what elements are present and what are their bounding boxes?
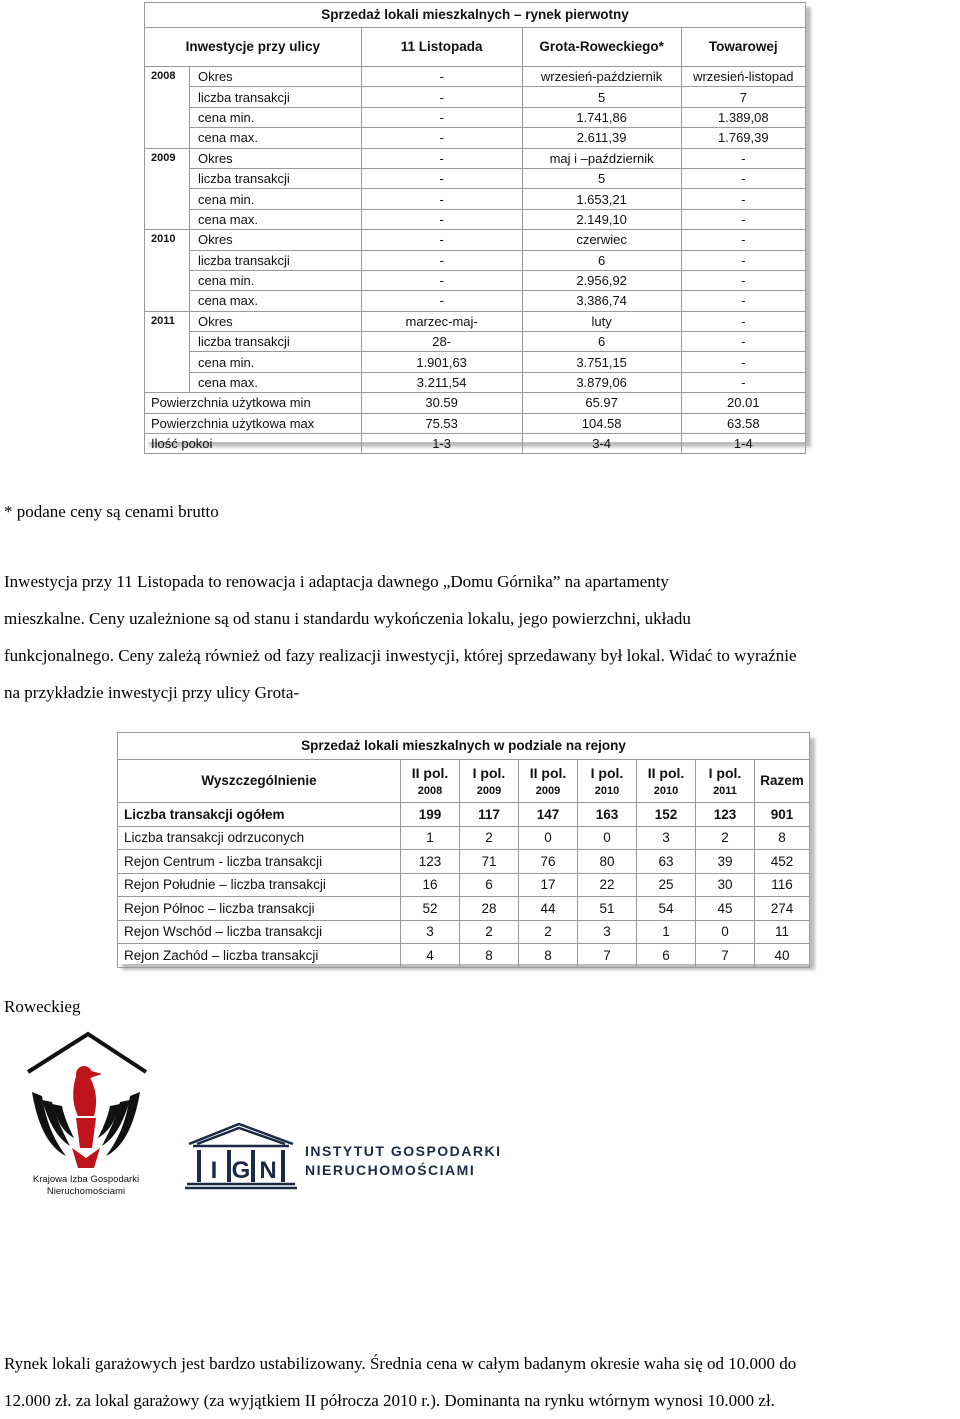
table-cell: 7 [578, 944, 637, 968]
header-row [118, 760, 810, 803]
table-cell: - [681, 332, 805, 352]
table-row [145, 434, 806, 454]
table-cell: maj i –październik [522, 148, 681, 168]
table-title: Sprzedaż lokali mieszkalnych – rynek pierwotny [145, 3, 806, 28]
table-cell: 6 [522, 250, 681, 270]
year-label: 2010 [594, 784, 620, 797]
footnote: * podane ceny są cenami brutto [4, 502, 219, 521]
table-cell: 1.389,08 [681, 107, 805, 127]
table-cell: 6 [637, 944, 696, 968]
table-cell: 7 [681, 87, 805, 107]
ign-letter: I [210, 1157, 218, 1184]
table-cell: 30 [696, 873, 755, 897]
column-header: Inwestycje przy ulicy [145, 28, 362, 67]
table-cell: 52 [401, 897, 460, 921]
period-label: I pol. [472, 764, 506, 781]
row-label: cena min. [190, 189, 362, 209]
roof-icon [28, 1034, 146, 1072]
row-label: Rejon Centrum - liczba transakcji [118, 850, 401, 874]
table-cell: 75.53 [361, 413, 522, 433]
table-cell: 2 [460, 826, 519, 850]
table-cell: 0 [519, 826, 578, 850]
table-row [145, 209, 806, 229]
table-row [145, 332, 806, 352]
paragraph-line: Inwestycja przy 11 Listopada to renowacja i adaptacja dawnego „Domu Górnika” na apartamenty [4, 572, 669, 591]
table-cell: 104.58 [522, 413, 681, 433]
year-cell: 2010 [145, 230, 190, 312]
paragraph-line: Rynek lokali garażowych jest bardzo ustabilizowany. Średnia cena w całym badanym okresie waha się od 10.000 do [4, 1354, 797, 1373]
row-label: cena max. [190, 209, 362, 229]
table-row [145, 250, 806, 270]
table-cell: 65.97 [522, 393, 681, 413]
table-row [145, 311, 806, 331]
table-title: Sprzedaż lokali mieszkalnych w podziale na rejony [118, 733, 810, 760]
table-cell: 80 [578, 850, 637, 874]
kign-caption-1: Krajowa Izba Gospodarki [32, 1174, 140, 1185]
table-row [145, 87, 806, 107]
table-cell: 0 [696, 920, 755, 944]
table-cell: 40 [755, 944, 810, 968]
table-cell: 63 [637, 850, 696, 874]
year-cell: 2009 [145, 148, 190, 230]
table-cell: 117 [460, 803, 519, 827]
year-label: 2009 [535, 784, 561, 797]
table-cell: - [361, 209, 522, 229]
table-cell: - [681, 209, 805, 229]
table-cell: 1.741,86 [522, 107, 681, 127]
table-cell: 1.769,39 [681, 128, 805, 148]
table-row [118, 897, 810, 921]
table-cell: 3.751,15 [522, 352, 681, 372]
table-cell: czerwiec [522, 230, 681, 250]
table-cell: 0 [578, 826, 637, 850]
table-row [118, 803, 810, 827]
row-label: Okres [190, 230, 362, 250]
table-row [145, 230, 806, 250]
ign-letter: N [259, 1157, 277, 1184]
row-label: Rejon Zachód – liczba transakcji [118, 944, 401, 968]
table-cell: 2.956,92 [522, 270, 681, 290]
table-cell: - [361, 291, 522, 311]
column-header [696, 760, 755, 803]
table-cell: 5 [522, 168, 681, 188]
table-cell: 147 [519, 803, 578, 827]
table-cell: - [361, 230, 522, 250]
table-row [118, 920, 810, 944]
period-label: I pol. [590, 764, 624, 781]
table-cell: 45 [696, 897, 755, 921]
table-cell: - [361, 67, 522, 87]
table-row [145, 413, 806, 433]
table-cell: 2 [696, 826, 755, 850]
table-cell: - [681, 352, 805, 372]
table-cell: - [681, 250, 805, 270]
table-cell: 16 [401, 873, 460, 897]
column-header [519, 760, 578, 803]
row-label: liczba transakcji [190, 87, 362, 107]
table-cell: 1 [637, 920, 696, 944]
table-cell: - [681, 230, 805, 250]
table-cell: - [361, 250, 522, 270]
ign-caption-1: INSTYTUT GOSPODARKI [305, 1143, 502, 1159]
year-cell: 2011 [145, 311, 190, 393]
row-label: Powierzchnia użytkowa max [145, 413, 362, 433]
table-cell: 3-4 [522, 434, 681, 454]
table-cell: - [681, 189, 805, 209]
table-cell: 123 [401, 850, 460, 874]
table-cell: 4 [401, 944, 460, 968]
table-cell: - [361, 270, 522, 290]
table-cell: 20.01 [681, 393, 805, 413]
column-header: Razem [755, 760, 810, 803]
paragraph-line: Roweckieg [4, 997, 81, 1016]
table-cell: 199 [401, 803, 460, 827]
table-cell: luty [522, 311, 681, 331]
table-cell: - [681, 372, 805, 392]
table-cell: 1-4 [681, 434, 805, 454]
row-label: cena max. [190, 128, 362, 148]
primary-market-table-grid [144, 2, 806, 454]
period-label: II pol. [529, 764, 567, 781]
table-cell: 39 [696, 850, 755, 874]
table-row [145, 270, 806, 290]
row-label: Rejon Południe – liczba transakcji [118, 873, 401, 897]
table-cell: 8 [519, 944, 578, 968]
table-cell: - [361, 87, 522, 107]
table-cell: - [361, 168, 522, 188]
table-cell: 1.901,63 [361, 352, 522, 372]
table-cell: 2.149,10 [522, 209, 681, 229]
table-cell: 30.59 [361, 393, 522, 413]
ign-logo [183, 1120, 503, 1192]
paragraph-line: 12.000 zł. za lokal garażowy (za wyjątkiem II półrocza 2010 r.). Dominanta na rynku wtórnym wynosi 10.000 zł. [4, 1391, 775, 1410]
year-label: 2011 [713, 784, 737, 797]
table-cell: - [361, 107, 522, 127]
table-cell: 8 [460, 944, 519, 968]
table-cell: 3 [578, 920, 637, 944]
period-label: I pol. [708, 764, 742, 781]
table-cell: - [361, 128, 522, 148]
eagle-body-icon [72, 1066, 102, 1168]
column-header: Towarowej [681, 28, 805, 67]
table-cell: 28 [460, 897, 519, 921]
column-header [460, 760, 519, 803]
table-cell: - [361, 189, 522, 209]
table-cell: 17 [519, 873, 578, 897]
table-row [118, 873, 810, 897]
table-row [145, 168, 806, 188]
year-label: 2009 [476, 784, 502, 797]
regional-sales-table-grid [117, 732, 810, 968]
table-cell: 76 [519, 850, 578, 874]
primary-market-table [144, 2, 806, 452]
row-label: liczba transakcji [190, 332, 362, 352]
column-header: Wyszczególnienie [118, 760, 401, 803]
column-header: 11 Listopada [361, 28, 522, 67]
table-cell: - [361, 148, 522, 168]
row-label: Rejon Północ – liczba transakcji [118, 897, 401, 921]
row-label: Okres [190, 148, 362, 168]
table-row [145, 352, 806, 372]
table-cell: 6 [460, 873, 519, 897]
row-label: Okres [190, 311, 362, 331]
table-cell: 2.611,39 [522, 128, 681, 148]
table-cell: 123 [696, 803, 755, 827]
column-header [637, 760, 696, 803]
table-cell: 1 [401, 826, 460, 850]
table-cell: 2 [460, 920, 519, 944]
table-row [118, 826, 810, 850]
table-row [145, 107, 806, 127]
column-header [401, 760, 460, 803]
table-cell: wrzesień-listopad [681, 67, 805, 87]
row-label: cena min. [190, 270, 362, 290]
paragraph-line: na przykładzie inwestycji przy ulicy Grota- [4, 683, 300, 702]
table-cell: - [681, 168, 805, 188]
year-cell: 2008 [145, 67, 190, 149]
table-row [145, 148, 806, 168]
column-header: Grota-Roweckiego* [522, 28, 681, 67]
table-cell: 3.386,74 [522, 291, 681, 311]
paragraph-line: mieszkalne. Ceny uzależnione są od stanu i standardu wykończenia lokalu, jego powierzchni, układu [4, 609, 691, 628]
table-cell: 63.58 [681, 413, 805, 433]
table-cell: 28- [361, 332, 522, 352]
table-cell: 1.653,21 [522, 189, 681, 209]
period-label: II pol. [411, 764, 449, 781]
table-cell: 25 [637, 873, 696, 897]
table-row [145, 128, 806, 148]
row-label: liczba transakcji [190, 250, 362, 270]
column-header [578, 760, 637, 803]
row-label: cena max. [190, 372, 362, 392]
table-cell: 71 [460, 850, 519, 874]
table-cell: 5 [522, 87, 681, 107]
table-cell: 3 [401, 920, 460, 944]
table-cell: 51 [578, 897, 637, 921]
table-row [118, 850, 810, 874]
table-cell: 22 [578, 873, 637, 897]
table-cell: 54 [637, 897, 696, 921]
kign-logo [22, 1030, 150, 1202]
row-label: Rejon Wschód – liczba transakcji [118, 920, 401, 944]
table-row [145, 189, 806, 209]
year-label: 2008 [417, 784, 443, 797]
table-cell: 163 [578, 803, 637, 827]
table-cell: 452 [755, 850, 810, 874]
table-cell: - [681, 311, 805, 331]
table-cell: 901 [755, 803, 810, 827]
table-cell: 3 [637, 826, 696, 850]
row-label: Okres [190, 67, 362, 87]
table-row [145, 291, 806, 311]
table-cell: 3.879,06 [522, 372, 681, 392]
table-cell: 116 [755, 873, 810, 897]
table-cell: 7 [696, 944, 755, 968]
paragraph-line: funkcjonalnego. Ceny zależą również od fazy realizacji inwestycji, której sprzedawany był lokal. Widać to wyraźnie [4, 646, 797, 665]
row-label: cena max. [190, 291, 362, 311]
table-row [118, 944, 810, 968]
table-cell: marzec-maj- [361, 311, 522, 331]
table-cell: 3.211,54 [361, 372, 522, 392]
table-cell: 11 [755, 920, 810, 944]
row-label: Liczba transakcji ogółem [118, 803, 401, 827]
ign-letter: G [231, 1157, 251, 1184]
table-cell: 152 [637, 803, 696, 827]
eagle-left-wing-icon [32, 1092, 74, 1156]
row-label: liczba transakcji [190, 168, 362, 188]
table-row [145, 372, 806, 392]
eagle-right-wing-icon [98, 1092, 140, 1156]
table-row [145, 393, 806, 413]
row-label: Ilość pokoi [145, 434, 362, 454]
row-label: cena min. [190, 352, 362, 372]
table-cell: wrzesień-październik [522, 67, 681, 87]
table-cell: 44 [519, 897, 578, 921]
table-cell: 6 [522, 332, 681, 352]
table-cell: 8 [755, 826, 810, 850]
regional-sales-table [117, 732, 810, 964]
period-label: II pol. [647, 764, 685, 781]
ign-caption-2: NIERUCHOMOŚCIAMI [305, 1162, 476, 1178]
table-cell: 1-3 [361, 434, 522, 454]
row-label: Powierzchnia użytkowa min [145, 393, 362, 413]
table-cell: - [681, 148, 805, 168]
table-cell: 2 [519, 920, 578, 944]
table-cell: - [681, 291, 805, 311]
table-row [145, 67, 806, 87]
kign-caption-2: Nieruchomościami [46, 1186, 126, 1197]
row-label: cena min. [190, 107, 362, 127]
year-label: 2010 [653, 784, 679, 797]
table-cell: 274 [755, 897, 810, 921]
row-label: Liczba transakcji odrzuconych [118, 826, 401, 850]
table-cell: - [681, 270, 805, 290]
